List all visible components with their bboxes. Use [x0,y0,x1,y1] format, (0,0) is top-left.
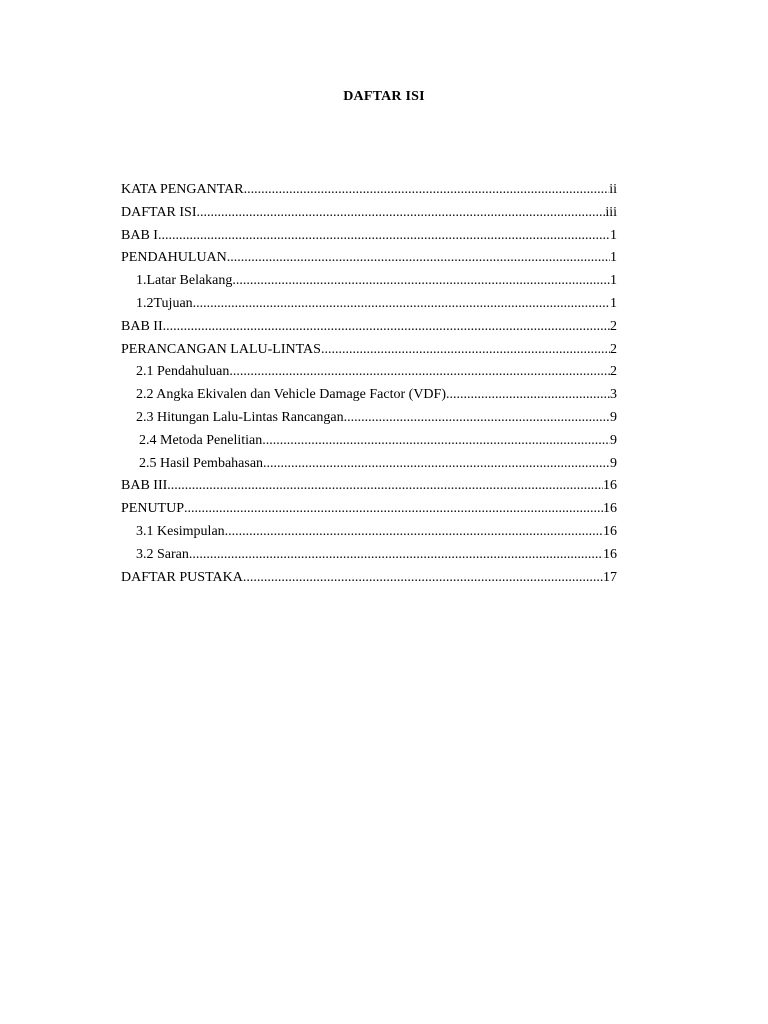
toc-entry-page-number: 16 [603,478,617,494]
toc-entry-2-5-hasil-pembahasan [121,456,617,479]
dot-leader [263,456,610,472]
toc-entry-page-number: 9 [610,455,617,471]
toc-entry-label: 3.2 Saran [136,546,189,562]
dot-leader [189,547,603,563]
dot-leader [262,433,610,449]
toc-entry-page-number: 1 [610,295,617,311]
toc-entry-perancangan-lalu-lintas [121,342,617,365]
toc-entry-page-number: 1 [610,273,617,289]
toc-entry-label: 2.5 Hasil Pembahasan [139,455,264,471]
toc-entry-label: PENDAHULUAN [121,250,227,266]
dot-leader [184,501,603,517]
toc-entry-page-number: 17 [603,569,617,585]
toc-entry-bab-3 [121,478,617,501]
toc-entry-page-number: 2 [610,364,617,380]
dot-leader [321,342,610,358]
toc-entry-label: 1.Latar Belakang [136,273,233,289]
toc-entry-kata-pengantar [121,182,617,205]
toc-entry-3-2-saran [121,547,617,570]
dot-leader [197,205,606,221]
toc-entry-page-number: ii [609,182,617,197]
toc-entry-page-number: 9 [610,409,617,425]
toc-entry-latar-belakang [121,273,617,296]
dot-leader [193,296,610,312]
toc-entry-label: PENUTUP [121,501,185,517]
dot-leader [232,273,610,289]
toc-entry-page-number: 16 [603,523,617,539]
toc-entry-2-4-metoda-penelitian [121,433,617,456]
toc-entry-label: KATA PENGANTAR [121,182,244,197]
toc-entry-label: 2.2 Angka Ekivalen dan Vehicle Damage Factor (VDF) [136,387,446,403]
toc-entry-3-1-kesimpulan [121,524,617,547]
toc-entry-label: BAB III [121,478,168,494]
toc-entry-page-number: 16 [603,501,617,517]
dot-leader [344,410,610,426]
dot-leader [229,364,610,380]
toc-entry-page-number: 16 [603,546,617,562]
dot-leader [244,182,610,198]
toc-entry-label: BAB II [121,318,163,334]
dot-leader [167,478,603,494]
dot-leader [163,319,610,335]
toc-entry-label: 2.1 Pendahuluan [136,364,230,380]
toc-entry-2-3-hitungan-lalu-lintas [121,410,617,433]
toc-entry-bab-2 [121,319,617,342]
toc-entry-label: 2.4 Metoda Penelitian [139,432,263,448]
table-of-contents [121,182,617,592]
toc-entry-tujuan [121,296,617,319]
dot-leader [446,387,610,403]
toc-entry-label: 1.2Tujuan [136,295,193,311]
toc-entry-label: DAFTAR ISI [121,204,197,220]
toc-entry-page-number: 2 [610,318,617,334]
dot-leader [243,570,603,586]
toc-entry-2-1-pendahuluan [121,364,617,387]
toc-entry-page-number: 1 [610,250,617,266]
toc-entry-label: 3.1 Kesimpulan [136,523,225,539]
toc-entry-label: 2.3 Hitungan Lalu-Lintas Rancangan [136,409,344,425]
toc-entry-daftar-isi [121,205,617,228]
toc-entry-page-number: 2 [610,341,617,357]
toc-entry-page-number: 3 [610,387,617,403]
dot-leader [225,524,603,540]
toc-entry-page-number: 1 [610,227,617,243]
toc-entry-label: DAFTAR PUSTAKA [121,569,243,585]
toc-entry-bab-1 [121,228,617,251]
page-title: DAFTAR ISI [343,89,425,104]
toc-entry-penutup [121,501,617,524]
toc-entry-daftar-pustaka [121,570,617,593]
toc-entry-label: PERANCANGAN LALU-LINTAS [121,341,321,357]
toc-entry-page-number: 9 [610,432,617,448]
toc-entry-page-number: iii [605,204,617,220]
toc-entry-label: BAB I [121,227,158,243]
dot-leader [158,228,610,244]
toc-entry-2-2-angka-ekivalen [121,387,617,410]
dot-leader [227,250,610,266]
toc-entry-pendahuluan [121,250,617,273]
